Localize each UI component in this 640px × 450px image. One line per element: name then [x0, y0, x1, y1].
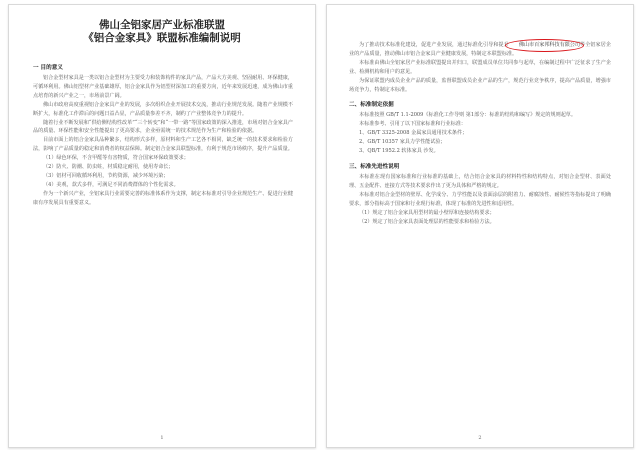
paragraph: 本标准由佛山全铝家居产业标准联盟提出并归口，联盟成员单位共同参与起草，在编制过程中广泛征求了生产企业、检测机构和用户的意见。 [349, 59, 611, 75]
list-item: （2）规定了铝合金家具表面处理层的性能要求和检验方法。 [359, 218, 495, 225]
text-after: 等全铝家居企业的产品质量，推动佛山市铝合金家具产业健康发展，特制定本联盟标准。 [349, 42, 611, 57]
document-title-line1: 佛山全铝家居产业标准联盟 [99, 19, 225, 31]
paragraph: 为保证联盟内成员企业产品的质量，监督联盟成员企业产品的生产，规范行业竞争秩序，提高产品质量，增强市场竞争力，特制定本标准。 [349, 77, 611, 93]
paragraph: 随着行业不断发展和“供给侧结构性改革”“三个转变”和“一带一路”等国家政策的深入推进，市场对铝合金家具产品的质量、环保性能和安全性能提出了更高要求，企业亟需统一的技术规范作为生产和检验的依据。 [33, 119, 293, 135]
highlighted-company-name: 佛山市百家邦科技有限公司 [509, 41, 580, 50]
paragraph: 本标准对铝合金型材的壁厚、化学成分、力学性能以及表面涂层的附着力、耐腐蚀性、耐候性等指标提出了明确要求，部分指标高于国家和行业现行标准，体现了标准的先进性和适用性。 [349, 191, 611, 207]
document-page-left [8, 4, 316, 448]
paragraph: 作为一个新兴产业，全铝家具行业需要完善的标准体系作为支撑，制定本标准对引导企业规范生产、促进行业健康有序发展具有重要意义。 [33, 190, 293, 206]
paragraph: 本标准在现有国家标准和行业标准的基础上，结合铝合金家具的材料特性和结构特点，对铝合金型材、表面处理、五金配件、连接方式等技术要求作出了更为具体和严格的规定。 [349, 173, 611, 189]
document-title-line2: 《铝合金家具》联盟标准编制说明 [83, 32, 241, 44]
section-heading: 一 目的意义 [33, 65, 63, 71]
page-number: 1 [160, 435, 164, 441]
list-item: （4）美观，款式多样，可满足不同消费群体的个性化需求。 [43, 181, 179, 188]
reference-item: 3、QB/T 1952.2 软体家具 沙发。 [359, 148, 439, 155]
paragraph: 本标准按照 GB/T 1.1-2009《标准化工作导则 第1部分：标准的结构和编写》规定的规则起草。 [359, 112, 576, 119]
reference-item: 1、GB/T 3325-2008 金属家具通用技术条件； [359, 130, 468, 137]
list-item: （1）绿色环保，不含甲醛等有害物质，符合国家环保政策要求； [43, 155, 189, 162]
reference-item: 2、GB/T 10357 家具力学性能试验； [359, 139, 446, 146]
text-before: 为了推动技术标准化建设，促进产业发展，通过标准化引导和提升 [359, 42, 509, 48]
section-heading: 二、标准制定依据 [349, 102, 394, 109]
paragraph: 铝合金型材家具是一类以铝合金型材为主要受力和装饰构件的家具产品，产品大方美观、坚固耐用、环保健康，可循环利用。佛山铝型材产业基础雄厚，铝合金家具作为铝型材深加工的重要方向，近年来发展迅速，成为佛山市重点培育的新兴产业之一，市场前景广阔。 [33, 75, 293, 99]
paragraph: 本标准参考、引用了以下国家标准和行业标准： [359, 121, 466, 128]
paragraph: 目前市面上的铝合金家具品种繁多，结构形式多样，原材料和生产工艺各不相同，缺乏统一的技术要求和检验方法，影响了产品质量的稳定和消费者的权益保障。制定铝合金家具联盟标准，有利于规范市场秩序，提升产品质量。 [33, 137, 293, 153]
document-page-right [326, 4, 634, 448]
list-item: （2）防火、防潮、防虫蛀，材质稳定耐用，使用寿命长； [43, 164, 174, 171]
section-heading: 三、标准先进性说明 [349, 163, 400, 170]
paragraph: 佛山市政府高度重视铝合金家具产业的发展，多次组织企业开展技术交流，推动行业规范发展。随着产业规模不断扩大，标准化工作滞后的问题日益凸显，产品质量参差不齐，制约了产业整体竞争力的提升。 [33, 101, 293, 117]
list-item: （3）铝材可回收循环利用，节约资源，减少环境污染； [43, 172, 169, 179]
right-page-body [349, 41, 611, 226]
left-page-body [33, 57, 293, 208]
page-number: 2 [478, 435, 482, 441]
paragraph-with-highlight [349, 41, 611, 59]
list-item: （1）规定了铝合金家具用型材的最小壁厚和连接结构要求； [359, 209, 495, 216]
